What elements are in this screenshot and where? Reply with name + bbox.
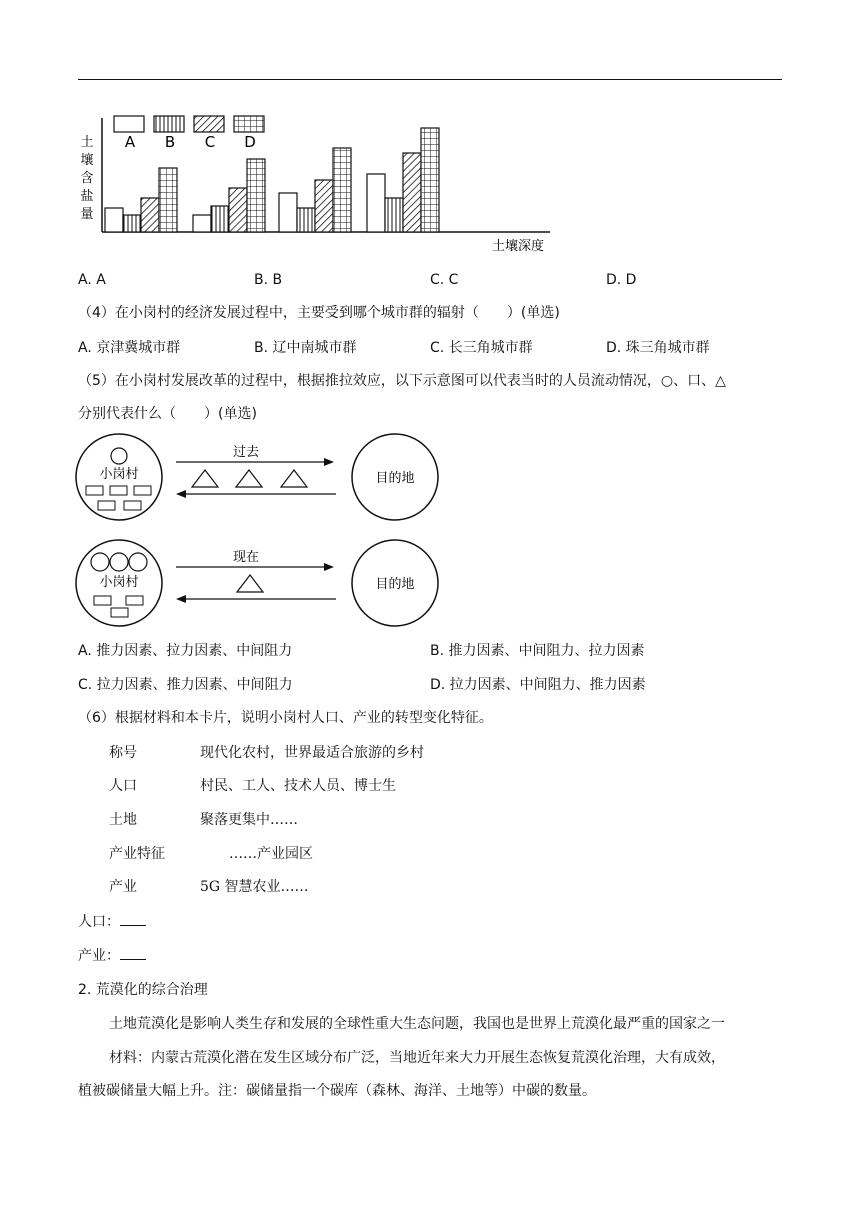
bar-group3-D (333, 148, 351, 232)
triangle-symbol (192, 470, 218, 487)
push-circle-symbol (110, 553, 128, 571)
square-symbol (110, 486, 127, 495)
legend-label-D: D (244, 133, 256, 151)
bar-group3-C (315, 180, 333, 232)
q5-option-a[interactable]: A. 推力因素、拉力因素、中间阻力 (78, 643, 293, 659)
card-value: 5G 智慧农业…… (200, 879, 309, 895)
village-label: 小岗村 (99, 467, 139, 482)
bar-group4-A (367, 174, 385, 232)
y-axis-label (80, 134, 93, 222)
legend-swatch-C (194, 116, 224, 132)
bar-group1-D (159, 168, 177, 232)
legend-label-A: A (124, 133, 136, 151)
card-key: 称号 (109, 745, 137, 761)
answer-blank[interactable] (120, 913, 146, 926)
y-label-char: 含 (80, 171, 94, 186)
card-key: 土地 (109, 812, 137, 828)
section-2-para1: 土地荒漠化是影响人类生存和发展的全球性重大生态问题，我国也是世界上荒漠化最严重的国家之一 (109, 1016, 725, 1032)
soil-salt-chart (70, 108, 570, 258)
bar-group4-B (385, 198, 403, 232)
section-2-title: 2. 荒漠化的综合治理 (78, 982, 208, 998)
y-label-char: 土 (80, 135, 94, 150)
square-symbol (126, 596, 143, 605)
square-symbol (94, 596, 111, 605)
x-axis-label: 土壤深度 (491, 239, 545, 254)
square-symbol (86, 486, 103, 495)
flow-label: 现在 (232, 550, 260, 565)
bar-group2-D (247, 159, 265, 232)
square-symbol (98, 501, 115, 510)
migration-diagram-now (74, 538, 454, 638)
legend-label-B: B (164, 133, 176, 151)
q5-stem-line1: （5）在小岗村发展改革的过程中，根据推拉效应，以下示意图可以代表当时的人员流动情况，○、口、△ (78, 373, 726, 389)
chart-bars (105, 128, 439, 232)
q5-option-b[interactable]: B. 推力因素、中间阻力、拉力因素 (430, 643, 645, 659)
legend-swatch-B (154, 116, 184, 132)
answer-population (78, 913, 146, 931)
arrow-head-icon (176, 595, 186, 603)
bar-group1-B (123, 215, 141, 232)
bar-group2-C (229, 188, 247, 232)
q4-option-a[interactable]: A. 京津冀城市群 (78, 340, 181, 356)
q6-stem: （6）根据材料和本卡片，说明小岗村人口、产业的转型变化特征。 (78, 710, 493, 726)
triangle-symbol (281, 470, 307, 487)
q3-option-c[interactable]: C. C (430, 272, 459, 288)
q3-option-b[interactable]: B. B (254, 272, 283, 288)
migration-diagram-past (74, 432, 454, 532)
section-2-para2-line1: 材料：内蒙古荒漠化潜在发生区域分布广泛，当地近年来大力开展生态恢复荒漠化治理，大有成效， (109, 1050, 725, 1066)
card-key: 人口 (109, 778, 137, 794)
card-value: 村民、工人、技术人员、博士生 (200, 778, 396, 794)
arrow-head-icon (324, 458, 334, 466)
flow-label: 过去 (232, 445, 260, 460)
q4-option-b[interactable]: B. 辽中南城市群 (254, 340, 357, 356)
card-key: 产业特征 (109, 846, 165, 862)
chart-legend (114, 116, 264, 151)
q3-option-d[interactable]: D. D (606, 272, 637, 288)
bar-group3-B (297, 208, 315, 232)
q5-stem-line2: 分别代表什么（ ）(单选) (78, 406, 257, 422)
square-symbol (111, 608, 128, 617)
triangle-symbol (237, 575, 263, 592)
answer-blank[interactable] (120, 947, 146, 960)
q5-option-d[interactable]: D. 拉力因素、中间阻力、推力因素 (430, 677, 646, 693)
bar-group1-A (105, 208, 123, 232)
push-circle-symbol (91, 553, 109, 571)
bar-group4-C (403, 153, 421, 232)
village-label: 小岗村 (99, 575, 139, 590)
arrow-head-icon (324, 563, 334, 571)
bar-group1-C (141, 198, 159, 232)
legend-label-C: C (204, 133, 216, 151)
destination-label: 目的地 (375, 471, 415, 486)
square-symbol (134, 486, 151, 495)
bar-group2-A (193, 215, 211, 232)
legend-swatch-A (114, 116, 144, 132)
bar-group3-A (279, 193, 297, 232)
push-circle-symbol (129, 553, 147, 571)
q4-option-d[interactable]: D. 珠三角城市群 (606, 340, 710, 356)
bar-group2-B (211, 206, 229, 232)
arrow-head-icon (176, 490, 186, 498)
y-label-char: 盐 (80, 189, 94, 204)
card-value: 现代化农村，世界最适合旅游的乡村 (200, 745, 424, 761)
q4-stem: （4）在小岗村的经济发展过程中，主要受到哪个城市群的辐射（ ）(单选) (78, 305, 560, 321)
legend-swatch-D (234, 116, 264, 132)
destination-label: 目的地 (375, 577, 415, 592)
push-circle-symbol (111, 448, 127, 464)
triangle-symbol (236, 470, 262, 487)
bar-group4-D (421, 128, 439, 232)
q4-option-c[interactable]: C. 长三角城市群 (430, 340, 533, 356)
answer-population-label: 人口： (78, 914, 120, 930)
section-2-para2-line2: 植被碳储量大幅上升。注：碳储量指一个碳库（森林、海洋、土地等）中碳的数量。 (78, 1083, 596, 1099)
card-value: 聚落更集中…… (200, 812, 298, 828)
y-label-char: 量 (80, 207, 94, 222)
header-rule (78, 79, 782, 80)
answer-industry (78, 947, 146, 965)
answer-industry-label: 产业： (78, 948, 120, 964)
q5-option-c[interactable]: C. 拉力因素、推力因素、中间阻力 (78, 677, 293, 693)
card-key: 产业 (109, 879, 137, 895)
q3-option-a[interactable]: A. A (78, 272, 106, 288)
square-symbol (124, 501, 141, 510)
y-label-char: 壤 (80, 153, 94, 168)
card-value: ……产业园区 (229, 846, 313, 862)
